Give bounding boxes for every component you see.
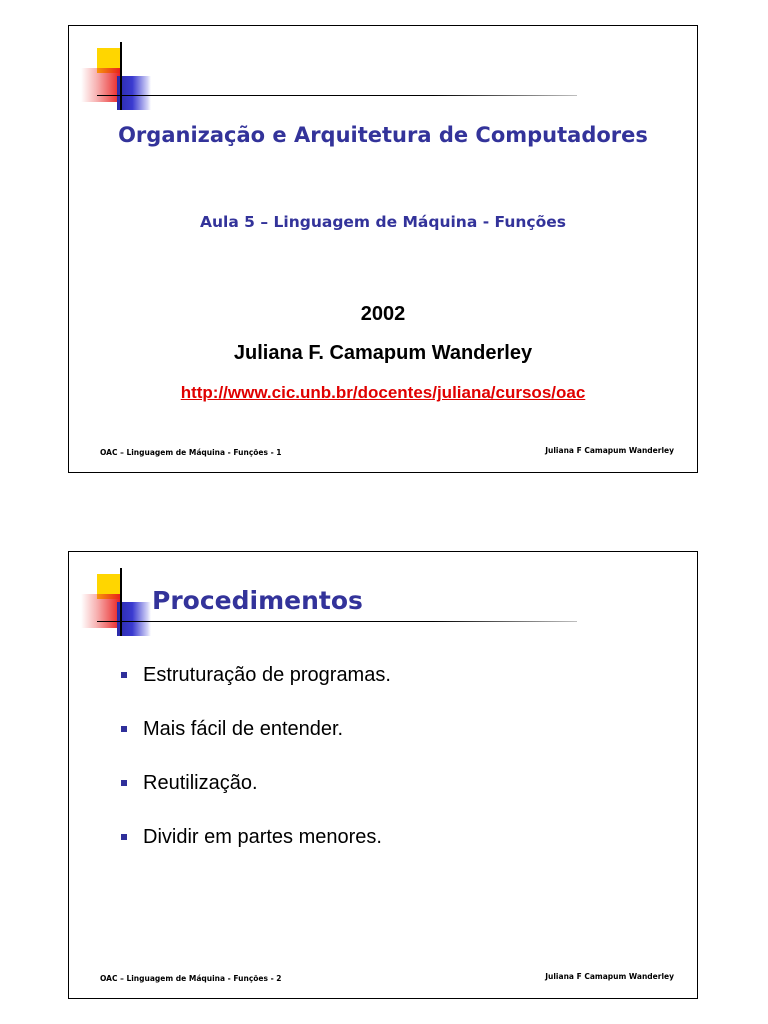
slide-footer-right: Juliana F Camapum Wanderley bbox=[545, 972, 674, 981]
bullet-item bbox=[121, 822, 391, 876]
slide-footer-right: Juliana F Camapum Wanderley bbox=[545, 446, 674, 455]
course-url-link[interactable]: http://www.cic.unb.br/docentes/juliana/cursos/oac bbox=[180, 383, 586, 402]
slide-title: Organização e Arquitetura de Computadores bbox=[118, 123, 648, 147]
bullet-text: Estruturação de programas. bbox=[143, 664, 391, 686]
logo-blue-square bbox=[117, 602, 151, 636]
slide-1 bbox=[68, 25, 698, 473]
square-bullet-icon bbox=[121, 726, 127, 732]
header-divider bbox=[97, 95, 577, 96]
bullet-item bbox=[121, 660, 391, 714]
slide-title: Procedimentos bbox=[152, 586, 363, 615]
slide-year: 2002 bbox=[360, 303, 406, 325]
square-bullet-icon bbox=[121, 780, 127, 786]
slide-footer-left: OAC – Linguagem de Máquina - Funções - 1 bbox=[100, 448, 282, 457]
slide-2 bbox=[68, 551, 698, 999]
bullet-text: Mais fácil de entender. bbox=[143, 718, 344, 740]
square-bullet-icon bbox=[121, 834, 127, 840]
slide-logo-icon bbox=[69, 26, 179, 126]
bullet-text: Reutilização. bbox=[143, 772, 258, 794]
logo-red-square bbox=[81, 594, 121, 628]
bullet-text: Dividir em partes menores. bbox=[143, 826, 382, 848]
logo-blue-square bbox=[117, 76, 151, 110]
bullet-item bbox=[121, 768, 391, 822]
logo-red-square bbox=[81, 68, 121, 102]
logo-vertical-line bbox=[120, 42, 122, 110]
slide-subtitle: Aula 5 – Linguagem de Máquina - Funções bbox=[199, 213, 566, 231]
bullet-list bbox=[121, 660, 391, 876]
slide-footer-left: OAC – Linguagem de Máquina - Funções - 2 bbox=[100, 974, 282, 983]
bullet-item bbox=[121, 714, 391, 768]
slide-author: Juliana F. Camapum Wanderley bbox=[233, 342, 533, 364]
logo-vertical-line bbox=[120, 568, 122, 636]
header-divider bbox=[97, 621, 577, 622]
square-bullet-icon bbox=[121, 672, 127, 678]
